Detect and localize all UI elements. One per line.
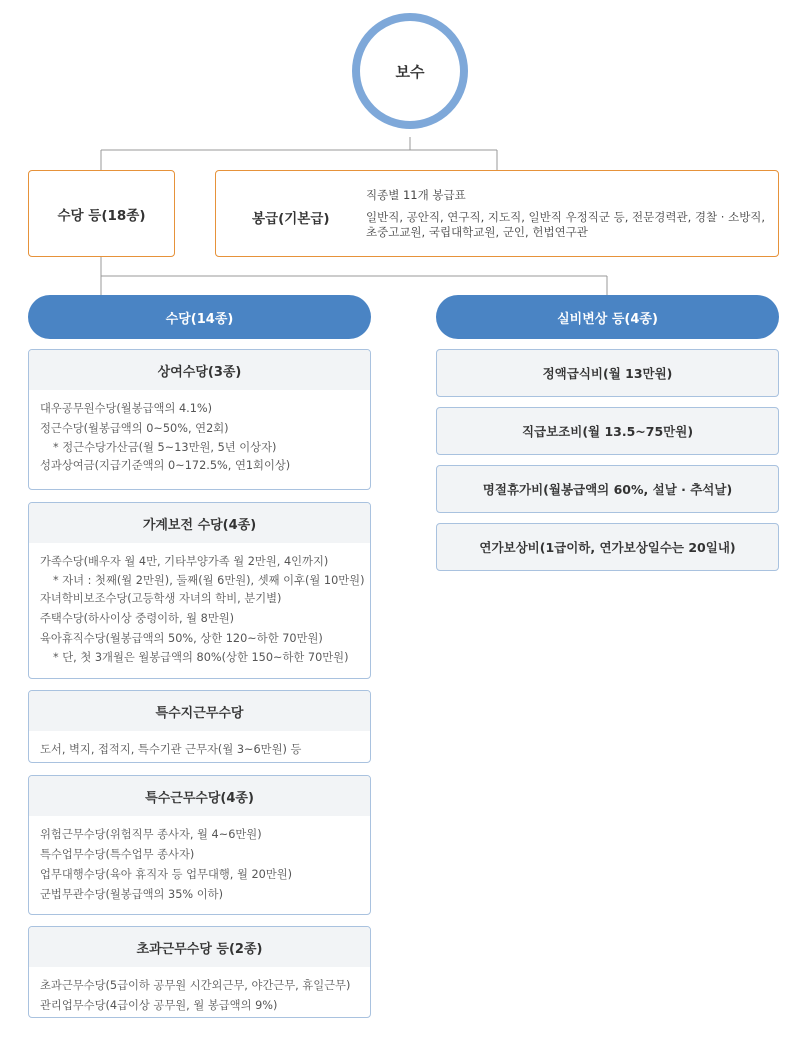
base-pay-node <box>215 170 779 257</box>
allowance-group-card <box>28 349 371 490</box>
base-pay-description: 일반직, 공안직, 연구직, 지도직, 일반직 우정직군 등, 전문경력관, 경찰 · 소방직, 초중고교원, 국립대학교원, 군인, 헌법연구관 <box>366 210 766 239</box>
reimbursement-label: 정액급식비(월 13만원) <box>542 366 673 381</box>
allowance-item: 육아휴직수당(월봉급액의 50%, 상한 120~하한 70만원) <box>40 632 323 645</box>
allowance-group-title: 상여수당(3종) <box>29 350 370 390</box>
allowances-label: 수당 등(18종) <box>57 207 146 224</box>
base-pay-title: 직종별 11개 봉급표 <box>366 188 466 202</box>
reimbursement-card <box>436 407 779 455</box>
allowance-item: 대우공무원수당(월봉급액의 4.1%) <box>40 402 213 415</box>
allowance-group-items <box>29 967 370 1016</box>
reimbursement-label: 명절휴가비(월봉급액의 60%, 설날 · 추석날) <box>482 482 733 497</box>
reimbursement-label: 직급보조비(월 13.5~75만원) <box>521 424 694 439</box>
allowance-item: 가족수당(배우자 월 4만, 기타부양가족 월 2만원, 4인까지) <box>40 555 329 568</box>
root-node <box>352 13 468 129</box>
allowance-group-items <box>29 390 370 476</box>
allowance-group-title: 초과근무수당 등(2종) <box>29 927 370 967</box>
allowance-subitem: * 단, 첫 3개월은 월봉급액의 80%(상한 150~하한 70만원) <box>53 651 349 664</box>
allowance-item: 초과근무수당(5급이하 공무원 시간외근무, 야간근무, 휴일근무) <box>40 979 351 992</box>
reimbursement-card <box>436 523 779 571</box>
allowances-node <box>28 170 175 257</box>
allowance-group-card <box>28 502 371 679</box>
allowance-item: 성과상여금(지급기준액의 0~172.5%, 연1회이상) <box>40 459 291 472</box>
allowance-group-items <box>29 816 370 905</box>
allowance-item: 자녀학비보조수당(고등학생 자녀의 학비, 분기별) <box>40 592 282 605</box>
root-label: 보수 <box>395 62 425 81</box>
allowance-group-title: 특수지근무수당 <box>29 691 370 731</box>
allowance-group-card <box>28 690 371 763</box>
allowance-group-card <box>28 775 371 915</box>
reimbursement-branch-label: 실비변상 등(4종) <box>557 311 658 327</box>
allowance-item: 업무대행수당(육아 휴직자 등 업무대행, 월 20만원) <box>40 868 293 881</box>
reimbursement-branch-header <box>436 295 779 339</box>
allowance-item: 위험근무수당(위험직무 종사자, 월 4~6만원) <box>40 828 262 841</box>
allowance-subitem: * 정근수당가산금(월 5~13만원, 5년 이상자) <box>53 441 277 454</box>
allowance-item: 관리업무수당(4급이상 공무원, 월 봉급액의 9%) <box>40 999 278 1012</box>
allowance-subitem: * 자녀 : 첫째(월 2만원), 둘째(월 6만원), 셋째 이후(월 10만원) <box>53 574 365 587</box>
allowance-item: 도서, 벽지, 접적지, 특수기관 근무자(월 3~6만원) 등 <box>40 743 302 756</box>
allowance-group-card <box>28 926 371 1018</box>
base-pay-label: 봉급(기본급) <box>252 211 330 227</box>
allowances-branch-label: 수당(14종) <box>165 311 234 327</box>
reimbursement-label: 연가보상비(1급이하, 연가보상일수는 20일내) <box>479 540 736 555</box>
allowance-group-title: 가계보전 수당(4종) <box>29 503 370 543</box>
reimbursement-card <box>436 349 779 397</box>
allowance-item: 특수업무수당(특수업무 종사자) <box>40 848 195 861</box>
allowance-item: 정근수당(월봉급액의 0~50%, 연2회) <box>40 422 229 435</box>
allowances-branch-header <box>28 295 371 339</box>
allowance-group-items <box>29 731 370 760</box>
allowance-group-items <box>29 543 370 666</box>
allowance-item: 군법무관수당(월봉급액의 35% 이하) <box>40 888 223 901</box>
allowance-group-title: 특수근무수당(4종) <box>29 776 370 816</box>
allowance-item: 주택수당(하사이상 중령이하, 월 8만원) <box>40 612 235 625</box>
reimbursement-card <box>436 465 779 513</box>
